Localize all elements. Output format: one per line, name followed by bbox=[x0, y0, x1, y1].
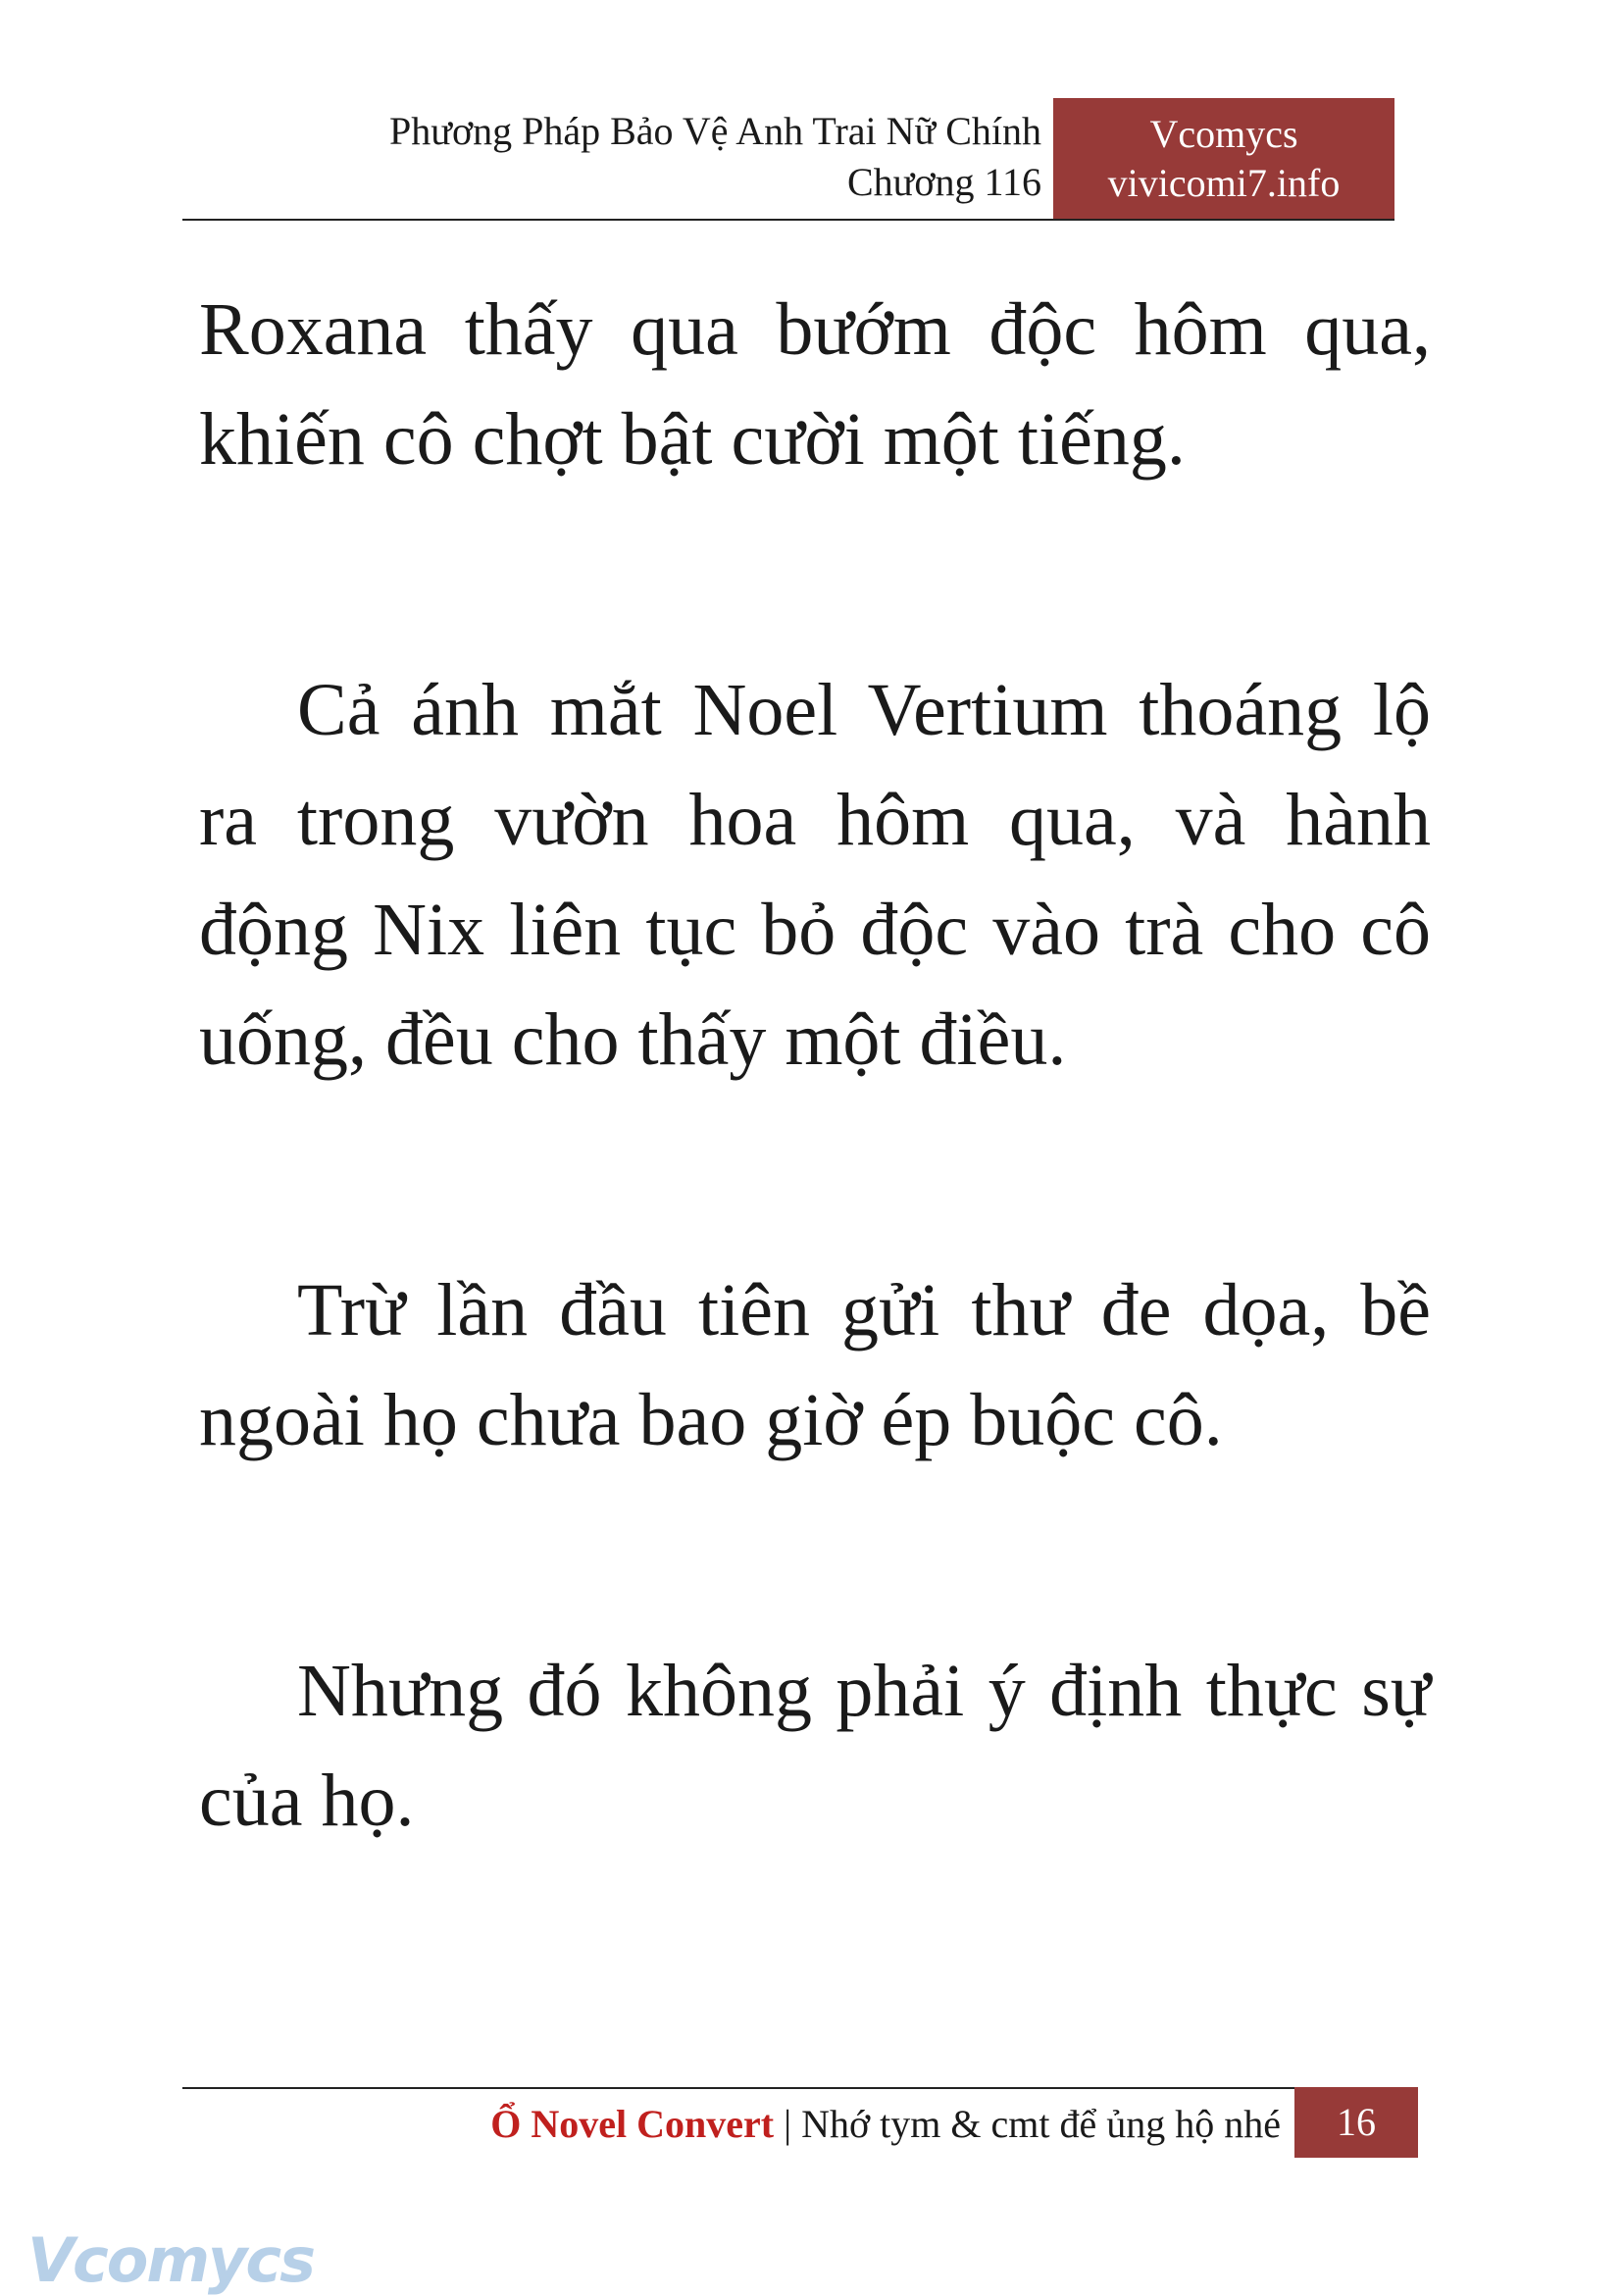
footer-divider bbox=[182, 2087, 1394, 2089]
chapter-label: Chương 116 bbox=[846, 160, 1041, 204]
chapter-body bbox=[199, 275, 1431, 1856]
header-divider bbox=[182, 219, 1394, 221]
footer-brand: Ổ Novel Convert bbox=[490, 2102, 775, 2146]
vcomycs-watermark-logo: Vcomycs bbox=[27, 2224, 315, 2296]
running-header bbox=[182, 106, 1041, 208]
book-title: Phương Pháp Bảo Vệ Anh Trai Nữ Chính bbox=[389, 109, 1041, 153]
badge-site-name: Vcomycs bbox=[1149, 112, 1298, 156]
badge-site-url: vivicomi7.info bbox=[1107, 161, 1341, 205]
footer-credit bbox=[182, 2095, 1281, 2154]
footer-message: Nhớ tym & cmt để ủng hộ nhé bbox=[801, 2102, 1281, 2146]
page-number: 16 bbox=[1294, 2087, 1418, 2158]
paragraph-1: Roxana thấy qua bướm độc hôm qua, khiến cô chợt bật cười một tiếng. bbox=[199, 288, 1431, 481]
source-badge bbox=[1053, 98, 1394, 220]
footer-separator: | bbox=[784, 2102, 792, 2146]
paragraph-4: Nhưng đó không phải ý định thực sự của họ. bbox=[199, 1650, 1431, 1842]
paragraph-3: Trừ lần đầu tiên gửi thư đe dọa, bề ngoài họ chưa bao giờ ép buộc cô. bbox=[199, 1269, 1431, 1461]
paragraph-2: Cả ánh mắt Noel Vertium thoáng lộ ra trong vườn hoa hôm qua, và hành động Nix liên tục bỏ độc vào trà cho cô uống, đều cho thấy một điều. bbox=[199, 669, 1431, 1081]
